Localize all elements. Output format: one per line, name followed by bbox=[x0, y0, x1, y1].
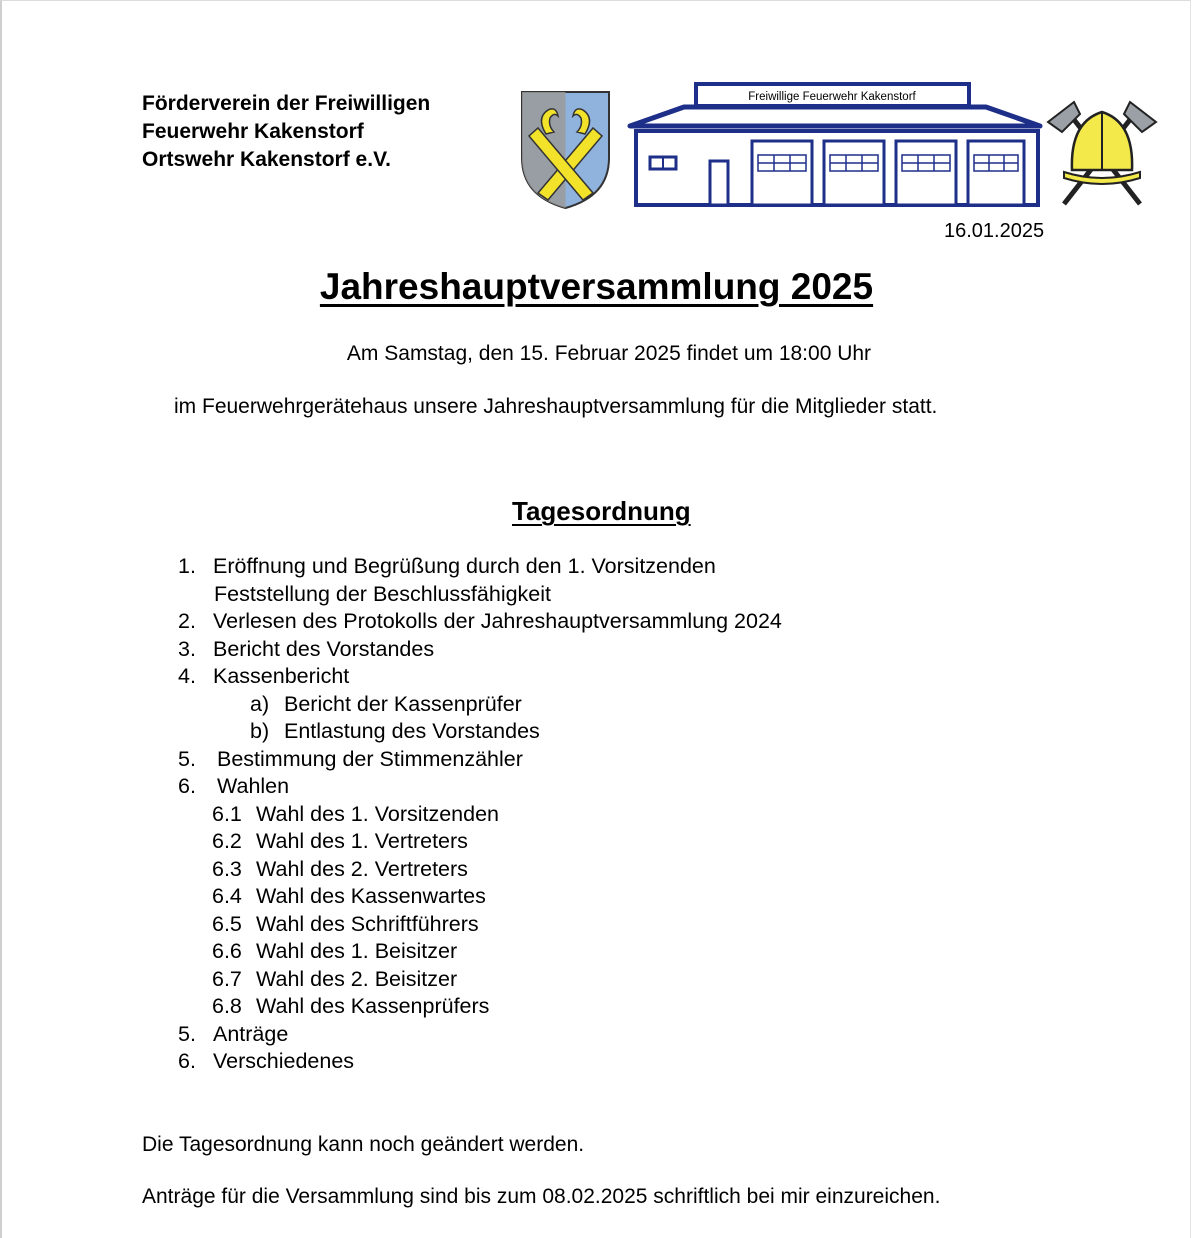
item-number: 5. bbox=[178, 1021, 196, 1046]
municipal-crest-icon bbox=[518, 88, 613, 212]
note-submission-deadline: Anträge für die Versammlung sind bis zum 08.02.2025 schriftlich bei mir einzureichen. bbox=[142, 1185, 941, 1208]
item-number: 6.8 bbox=[212, 994, 242, 1018]
item-number: 6.5 bbox=[212, 911, 242, 936]
station-sign: Freiwillige Feuerwehr Kakenstorf bbox=[748, 91, 916, 103]
item-text: Feststellung der Beschlussfähigkeit bbox=[214, 581, 552, 606]
item-number: 6.2 bbox=[212, 829, 242, 853]
item-text: Entlastung des Vorstandes bbox=[284, 719, 540, 743]
item-text: Bericht des Vorstandes bbox=[213, 636, 435, 661]
title-text: Jahreshauptversammlung 2025 bbox=[319, 266, 874, 307]
item-number: 6.1 bbox=[212, 801, 242, 826]
item-text: Wahl des 1. Beisitzer bbox=[256, 939, 458, 963]
intro-line-1: Am Samstag, den 15. Februar 2025 findet um 18:00 Uhr bbox=[346, 342, 872, 365]
organization-name bbox=[142, 90, 430, 174]
fire-station-building-icon bbox=[626, 81, 1044, 209]
item-text: Bericht der Kassenprüfer bbox=[284, 691, 522, 716]
item-text: Wahl des 2. Vertreters bbox=[256, 856, 468, 881]
item-text: Wahl des Schriftführers bbox=[256, 911, 479, 936]
item-number: a) bbox=[250, 691, 270, 716]
item-text: Bestimmung der Stimmenzähler bbox=[217, 746, 523, 771]
item-number: 6. bbox=[178, 774, 196, 798]
note-agenda-change: Die Tagesordnung kann noch geändert werden. bbox=[142, 1133, 585, 1156]
item-text: Wahl des 1. Vorsitzenden bbox=[256, 801, 500, 826]
agenda-heading: Tagesordnung bbox=[512, 496, 691, 526]
item-text: Eröffnung und Begrüßung durch den 1. Vorsitzenden bbox=[213, 554, 716, 578]
item-number: 6.4 bbox=[212, 884, 242, 908]
item-number: 4. bbox=[178, 664, 196, 688]
item-number: 2. bbox=[178, 609, 196, 633]
item-number: b) bbox=[250, 719, 270, 743]
org-line: Ortswehr Kakenstorf e.V. bbox=[142, 148, 391, 171]
org-line: Förderverein der Freiwilligen bbox=[142, 92, 431, 115]
item-text: Wahlen bbox=[217, 774, 290, 798]
item-number: 6.6 bbox=[212, 939, 242, 963]
item-number: 6.3 bbox=[212, 856, 242, 881]
intro-line-2: im Feuerwehrgerätehaus unsere Jahreshauptversammlung für die Mitglieder statt. bbox=[174, 395, 938, 418]
item-text: Wahl des Kassenwartes bbox=[256, 884, 486, 908]
fire-helmet-axes-icon bbox=[1044, 92, 1160, 210]
document-date: 16.01.2025 bbox=[944, 220, 1045, 242]
item-number: 1. bbox=[178, 554, 196, 578]
item-text: Verlesen des Protokolls der Jahreshauptversammlung 2024 bbox=[213, 609, 782, 633]
item-text: Verschiedenes bbox=[213, 1049, 355, 1073]
item-text: Wahl des 2. Beisitzer bbox=[256, 966, 458, 991]
item-number: 6.7 bbox=[212, 966, 242, 991]
item-text: Wahl des 1. Vertreters bbox=[256, 829, 468, 853]
item-text: Anträge bbox=[213, 1021, 289, 1046]
page-title bbox=[0, 266, 1193, 308]
item-number: 6. bbox=[178, 1049, 196, 1073]
org-line: Feuerwehr Kakenstorf bbox=[142, 120, 364, 143]
item-number: 5. bbox=[178, 746, 196, 771]
item-text: Wahl des Kassenprüfers bbox=[256, 994, 490, 1018]
item-number: 3. bbox=[178, 636, 196, 661]
item-text: Kassenbericht bbox=[213, 664, 350, 688]
